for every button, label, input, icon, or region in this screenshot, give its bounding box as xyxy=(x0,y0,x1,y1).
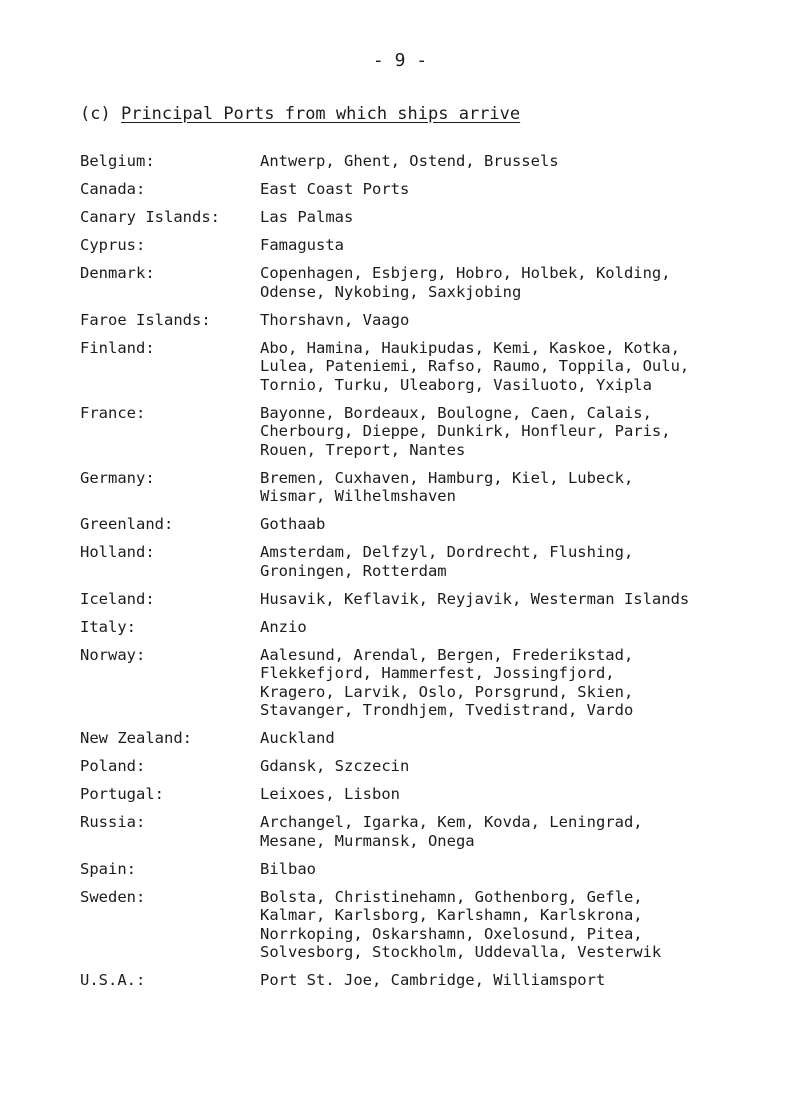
ports-line: Amsterdam, Delfzyl, Dordrecht, Flushing, xyxy=(260,543,634,561)
ports-text xyxy=(260,236,770,255)
ports-line: Copenhagen, Esbjerg, Hobro, Holbek, Kolding, xyxy=(260,264,671,282)
ports-line: Bolsta, Christinehamn, Gothenborg, Gefle, xyxy=(260,887,643,906)
ports-line: Bilbao xyxy=(260,859,316,878)
ports-line: Groningen, Rotterdam xyxy=(260,561,447,580)
ports-line: Norrkoping, Oskarshamn, Oxelosund, Pitea, xyxy=(260,924,643,943)
list-item xyxy=(80,646,770,720)
list-item xyxy=(80,469,770,506)
ports-line: Bayonne, Bordeaux, Boulogne, Caen, Calais, xyxy=(260,403,652,422)
list-item xyxy=(80,208,770,227)
ports-line: Aalesund, Arendal, Bergen, Frederikstad, xyxy=(260,645,634,664)
list-item xyxy=(80,152,770,171)
list-item xyxy=(80,180,770,199)
ports-text xyxy=(260,729,770,748)
list-item xyxy=(80,785,770,804)
ports-line: Rouen, Treport, Nantes xyxy=(260,440,466,459)
ports-line: Kalmar, Karlsborg, Karlshamn, Karlskrona, xyxy=(260,906,643,924)
ports-line: East Coast Ports xyxy=(260,180,410,198)
ports-text xyxy=(260,469,770,506)
list-item xyxy=(80,339,770,395)
ports-line: Gdansk, Szczecin xyxy=(260,757,410,775)
country-label: Denmark: xyxy=(80,264,155,282)
list-item xyxy=(80,888,770,962)
ports-line: Lulea, Pateniemi, Rafso, Raumo, Toppila, Oulu, xyxy=(260,357,690,375)
list-item xyxy=(80,618,770,637)
ports-line: Tornio, Turku, Uleaborg, Vasiluoto, Yxipla xyxy=(260,375,652,394)
ports-text xyxy=(260,785,770,804)
country-label: Canary Islands: xyxy=(80,208,220,226)
ports-line: Gothaab xyxy=(260,515,326,533)
list-item xyxy=(80,860,770,879)
ports-text xyxy=(260,311,770,330)
list-item xyxy=(80,543,770,580)
country-label: France: xyxy=(80,403,146,422)
country-label: Spain: xyxy=(80,859,136,878)
section-title: Principal Ports from which ships arrive xyxy=(120,104,521,124)
country-label: Faroe Islands: xyxy=(80,310,211,329)
ports-line: Las Palmas xyxy=(260,208,354,226)
ports-text xyxy=(260,339,770,395)
section-marker: (c) xyxy=(80,104,111,124)
ports-line: Kragero, Larvik, Oslo, Porsgrund, Skien, xyxy=(260,682,634,701)
page-number: - 9 - xyxy=(372,50,428,71)
ports-line: Famagusta xyxy=(260,236,344,254)
ports-line: Archangel, Igarka, Kem, Kovda, Leningrad, xyxy=(260,813,643,831)
ports-line: Port St. Joe, Cambridge, Williamsport xyxy=(260,971,606,989)
ports-line: Bremen, Cuxhaven, Hamburg, Kiel, Lubeck, xyxy=(260,468,634,487)
ports-line: Solvesborg, Stockholm, Uddevalla, Vesterwik xyxy=(260,943,662,961)
list-item xyxy=(80,264,770,301)
ports-line: Abo, Hamina, Haukipudas, Kemi, Kaskoe, Kotka, xyxy=(260,338,680,357)
list-item xyxy=(80,757,770,776)
section-heading xyxy=(80,104,520,124)
country-label: Portugal: xyxy=(80,785,164,803)
ports-text xyxy=(260,152,770,171)
country-label: Norway: xyxy=(80,645,146,664)
country-label: New Zealand: xyxy=(80,729,192,747)
country-label: Poland: xyxy=(80,757,146,775)
country-label: Canada: xyxy=(80,180,146,198)
ports-text xyxy=(260,515,770,534)
list-item xyxy=(80,236,770,255)
ports-text xyxy=(260,888,770,962)
ports-list xyxy=(80,152,770,999)
list-item xyxy=(80,971,770,990)
ports-line: Antwerp, Ghent, Ostend, Brussels xyxy=(260,152,559,170)
ports-text xyxy=(260,180,770,199)
ports-line: Cherbourg, Dieppe, Dunkirk, Honfleur, Paris, xyxy=(260,422,671,440)
ports-text xyxy=(260,208,770,227)
list-item xyxy=(80,813,770,850)
ports-text xyxy=(260,543,770,580)
ports-text xyxy=(260,757,770,776)
ports-text xyxy=(260,264,770,301)
ports-text xyxy=(260,590,770,609)
country-label: Russia: xyxy=(80,813,146,831)
ports-line: Flekkefjord, Hammerfest, Jossingfjord, xyxy=(260,664,615,682)
country-label: Germany: xyxy=(80,468,155,487)
country-label: Greenland: xyxy=(80,515,174,533)
list-item xyxy=(80,590,770,609)
list-item xyxy=(80,515,770,534)
ports-text xyxy=(260,813,770,850)
ports-text xyxy=(260,971,770,990)
list-item xyxy=(80,311,770,330)
ports-line: Stavanger, Trondhjem, Tvedistrand, Vardo xyxy=(260,701,634,719)
country-label: Iceland: xyxy=(80,589,155,608)
ports-text xyxy=(260,404,770,460)
ports-text xyxy=(260,646,770,720)
ports-line: Thorshavn, Vaago xyxy=(260,310,410,329)
ports-line: Husavik, Keflavik, Reyjavik, Westerman Islands xyxy=(260,589,690,608)
country-label: Belgium: xyxy=(80,152,155,170)
ports-line: Anzio xyxy=(260,617,307,636)
country-label: Holland: xyxy=(80,543,155,561)
ports-line: Mesane, Murmansk, Onega xyxy=(260,831,475,850)
ports-line: Wismar, Wilhelmshaven xyxy=(260,487,456,505)
ports-line: Odense, Nykobing, Saxkjobing xyxy=(260,282,522,301)
country-label: Sweden: xyxy=(80,887,146,906)
country-label: Finland: xyxy=(80,338,155,357)
list-item xyxy=(80,729,770,748)
country-label: Italy: xyxy=(80,617,136,636)
ports-text xyxy=(260,618,770,637)
ports-line: Leixoes, Lisbon xyxy=(260,785,400,803)
ports-text xyxy=(260,860,770,879)
list-item xyxy=(80,404,770,460)
country-label: Cyprus: xyxy=(80,236,146,254)
country-label: U.S.A.: xyxy=(80,971,146,989)
ports-line: Auckland xyxy=(260,729,335,747)
